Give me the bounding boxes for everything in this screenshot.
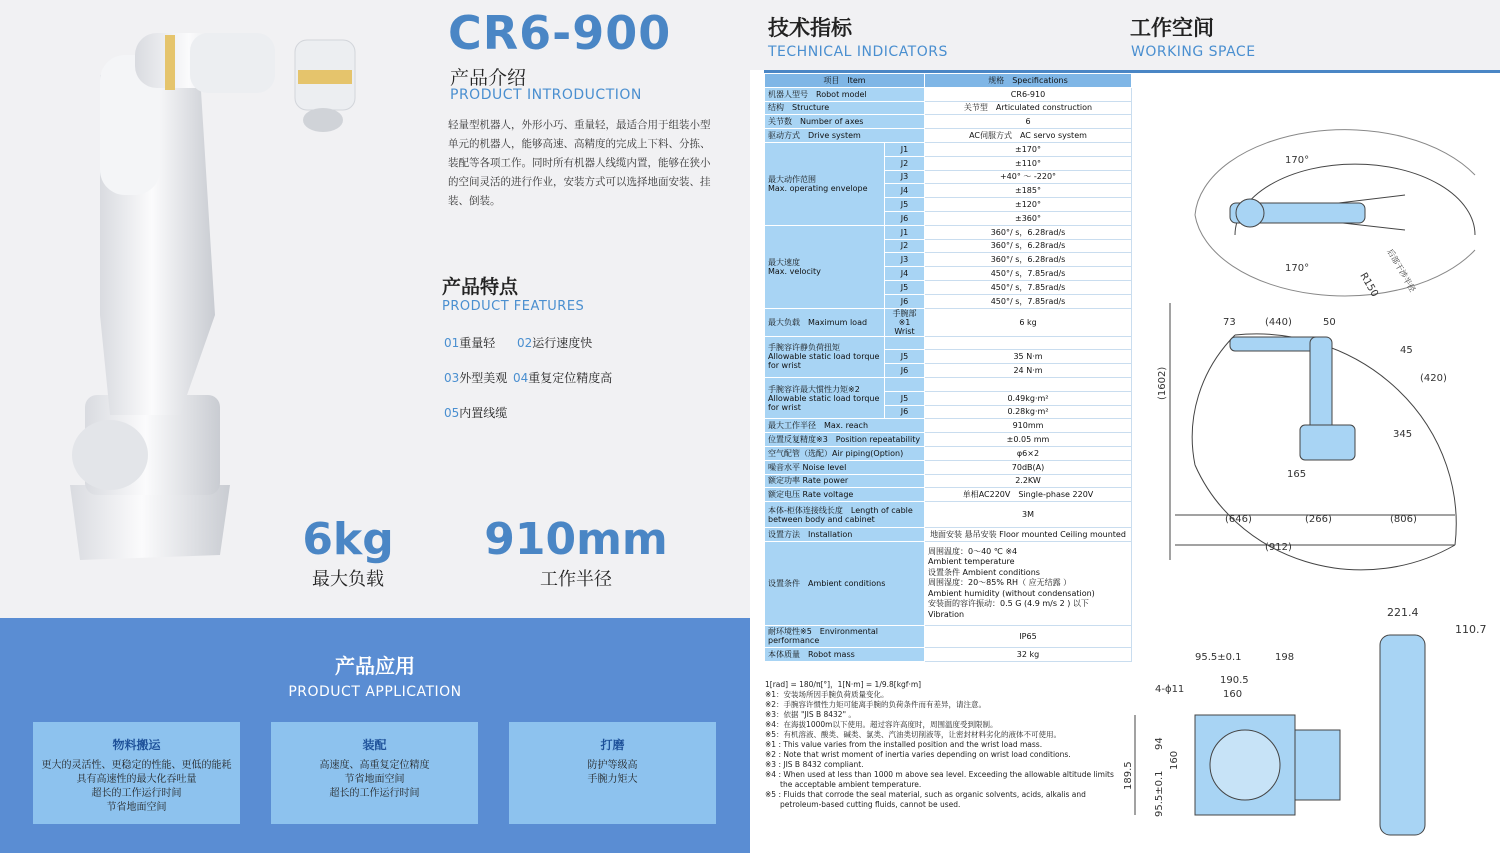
tech-heading-cn: 技术指标: [768, 16, 852, 40]
base-dim: 4-ϕ11: [1155, 684, 1185, 695]
base-dim: 95.5±0.1: [1154, 770, 1165, 817]
features-heading-en: PRODUCT FEATURES: [442, 299, 585, 314]
feature-item: 05内置线缆: [444, 406, 508, 420]
top-note: 后部干涉半径: [1385, 247, 1418, 294]
robot-arm-image: [40, 15, 280, 575]
side-dim: (1602): [1157, 366, 1168, 400]
application-card-handling: 物料搬运 更大的灵活性、更稳定的性能、更低的能耗 具有高速性的最大化吞吐量 超长的工作运行时间 节省地面空间: [33, 722, 240, 824]
robot-wrist-image: [290, 40, 360, 140]
side-dim: 73: [1223, 317, 1236, 328]
features-heading-cn: 产品特点: [442, 276, 519, 298]
model-title: CR6-900: [448, 6, 672, 60]
tech-heading-en: TECHNICAL INDICATORS: [768, 44, 948, 60]
spec-notes: 1[rad] = 180/π[°]，1[N·m] = 1/9.8[kgf·m] ※1：安装场所因手腕负荷质量变化。 ※2：手腕容许惯性力矩可能离手腕的负荷条件而有差异，请注意。 ※3：依据 "JIS B 8432" 。 ※4：在海拔1000m以下使用。超过容许高度时，周围温度受到限制。 ※5：有机溶液、酸类、碱类、氯类、汽油类切削液等，让密封材料劣化的液体不可使用。 ※1 : This value varies from the installed position and the wrist load mass. ※2 : Note that wrist moment of inertia varies depending on wrist load conditions. ※3 : JIS B 8432 compliant. ※4 : When used at less than 1000 m above sea level. Exceeding the allowable altitude limits the acceptable ambient temperature. ※5 : Fluids that corrode the seal material, such as organic solvents, acids, alkalis and petroleum-based cutting fluids, cannot be used.: [765, 680, 1114, 809]
workspace-heading-en: WORKING SPACE: [1131, 44, 1256, 60]
side-dim: 45: [1400, 345, 1413, 356]
application-card-grinding: 打磨 防护等级高 手腕力矩大: [509, 722, 716, 824]
side-dim: (440): [1265, 317, 1292, 328]
stat-load: 6kg 最大负载: [302, 514, 394, 590]
intro-text: [448, 116, 718, 211]
base-dim: 110.7: [1455, 623, 1487, 636]
side-dim: (912): [1265, 542, 1292, 553]
application-card-assembly: 装配 高速度、高重复定位精度 节省地面空间 超长的工作运行时间: [271, 722, 478, 824]
base-dim: 221.4: [1387, 606, 1419, 619]
intro-heading-cn: 产品介绍: [450, 67, 527, 89]
side-dim: (266): [1305, 514, 1332, 525]
intro-line: 轻量型机器人，外形小巧、重量轻，最适合用于组装小型: [448, 119, 711, 131]
base-dim: 160: [1169, 750, 1180, 770]
intro-heading-en: PRODUCT INTRODUCTION: [450, 87, 642, 103]
top-angle-2: 170°: [1285, 263, 1310, 274]
side-dim: 50: [1323, 317, 1336, 328]
base-dim: 160: [1223, 689, 1243, 700]
base-dim: 94: [1154, 737, 1165, 750]
stat-reach: 910mm 工作半径: [484, 514, 668, 590]
intro-line: 装、倒装。: [448, 195, 501, 207]
intro-line: 装配等各项工作。同时所有机器人线缆内置，能够在狭小: [448, 157, 711, 169]
feature-item: 04重复定位精度高: [513, 371, 613, 385]
top-angle-1: 170°: [1285, 155, 1310, 166]
intro-line: 单元的机器人，能够高速、高精度的完成上下料、分拣、: [448, 138, 711, 150]
base-dim: 189.5: [1123, 761, 1134, 790]
base-dim: 198: [1275, 652, 1295, 663]
side-dim: (420): [1420, 373, 1447, 384]
spec-table: 项目 Item 规格 Specifications 机器人型号 Robot model CR6-910 结构 Structure 关节型 Articulated construction 关节数 Number of axes 6 驱动方式 Drive system AC伺服方式 AC servo system 最大动作范围 Max. operating envelope J1 ±170° J2 ±110° J3 +40° ～ -220° J4 ±185° J5 ±120° J6 ±360° 最大速度 Max. velocity J1 360°/ s，6.28rad/s J2 360°/ s，6.28rad/s J3 360°/ s，6.28rad/s J4 450°/ s，7.85rad/s J5 450°/ s，7.85rad/s J6 450°/ s，7.85rad/s 最大负载 Maximum load 手腕部※1 Wrist 6 kg 手腕容许静负荷扭矩 Allowable static load torque for wrist J5 35 N·m J6 24 N·m 手腕容许最大惯性力矩※2 Allowable static load torque for wrist J5 0.49kg·m² J6 0.28kg·m² 最大工作半径 Max. reach 910mm 位置反复精度※3 Position repeatability ±0.05 mm 空气配管（选配）Air piping(Option) φ6×2 噪音水平 Noise level 70dB(A) 额定功率 Rate power 2.2KW 额定电压 Rate voltage 单相AC220V Single-phase 220V 本体-柜体连接线长度 Length of cable between body and cabinet 3M 设置方法 Installation 地面安装 悬吊安装 Floor mounted Ceiling mounted 设置条件 Ambient conditions 周围温度：0～40 ℃ ※4 Ambient temperature 设置条件 Ambient conditions 周围湿度：20～85% RH（ 应无结露 ） Ambient humidity (without condensation) 安装面的容许振动：0.5 G (4.9 m/s 2 ) 以下 Vibration 耐环境性※5 Environmental performance IP65 本体质量 Robot mass 32 kg: [764, 73, 1132, 662]
side-dim: (646): [1225, 514, 1252, 525]
side-dim: 165: [1287, 469, 1307, 480]
side-dim: 345: [1393, 429, 1413, 440]
application-heading-cn: 产品应用: [335, 654, 415, 678]
intro-line: 的空间灵活的进行作业，安装方式可以选择地面安装、挂: [448, 176, 711, 188]
working-space-drawing: [1123, 75, 1500, 853]
base-dim: 190.5: [1220, 675, 1249, 686]
top-radius: R150: [1357, 271, 1380, 300]
feature-item: 01重量轻: [444, 336, 496, 350]
feature-item: 03外型美观: [444, 371, 508, 385]
workspace-heading-cn: 工作空间: [1130, 16, 1214, 40]
application-heading-en: PRODUCT APPLICATION: [288, 684, 462, 700]
base-dim: 95.5±0.1: [1195, 652, 1242, 663]
feature-item: 02运行速度快: [517, 336, 593, 350]
side-dim: (806): [1390, 514, 1417, 525]
